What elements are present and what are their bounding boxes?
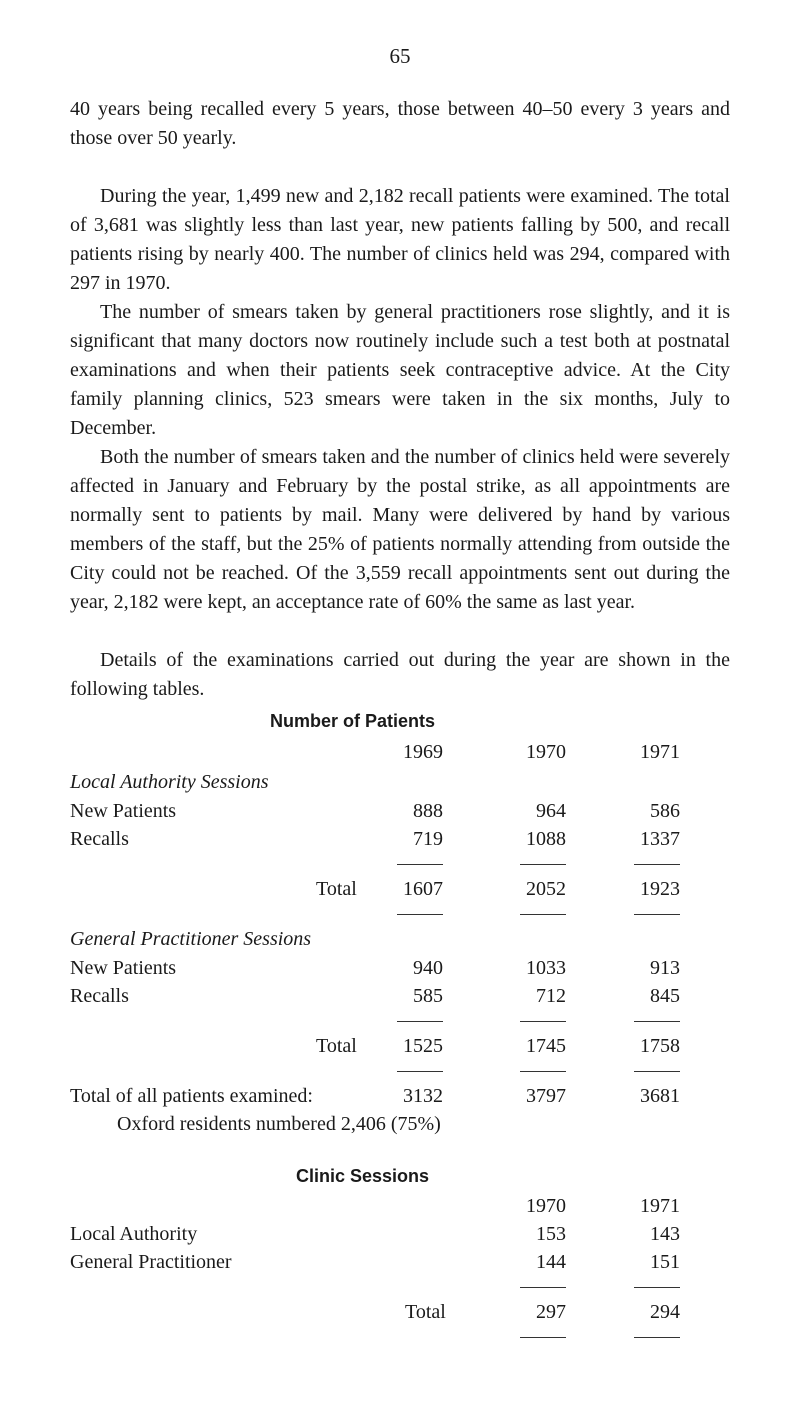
clinic-total-1971: 294 — [650, 1301, 680, 1323]
la-total-1969: 1607 — [403, 878, 443, 900]
clinic-gp-1970: 144 — [536, 1251, 566, 1273]
table-rule — [520, 1337, 566, 1338]
table-rule — [634, 1021, 680, 1022]
grand-total-1970: 3797 — [526, 1085, 566, 1107]
grand-total-1971: 3681 — [640, 1085, 680, 1107]
grand-total-label: Total of all patients examined: — [70, 1085, 313, 1107]
local-authority-heading: Local Authority Sessions — [70, 771, 269, 793]
table-rule — [634, 1071, 680, 1072]
la-total-1970: 2052 — [526, 878, 566, 900]
gp-total-label: Total — [316, 1035, 357, 1057]
clinic-la-1970: 153 — [536, 1223, 566, 1245]
la-new-patients-label: New Patients — [70, 800, 177, 822]
clinic-la-1971: 143 — [650, 1223, 680, 1245]
table-rule — [634, 914, 680, 915]
paragraph-1: 40 years being recalled every 5 years, those between 40–50 every 3 years and those over 50 yearly. — [70, 98, 730, 149]
clinic-table-title: Clinic Sessions — [296, 1166, 430, 1186]
la-recalls-label: Recalls — [70, 828, 129, 850]
page-number: 65 — [389, 44, 411, 68]
gp-new-1969: 940 — [413, 957, 443, 979]
paragraph-2: During the year, 1,499 new and 2,182 recall patients were examined. The total of 3,681 was slightly less than last year, new patients falling by 500, and recall patients rising by nearly 400. The number of clinics held was 294, compared with 297 in 1970. — [70, 185, 730, 294]
gp-new-patients-label: New Patients — [70, 957, 177, 979]
paragraph-3: The number of smears taken by general practitioners rose slightly, and it is significant that many doctors now routinely include such a test both at postnatal examinations and when their patients seek contraceptive advice. At the City family planning clinics, 523 smears were taken in the six months, July to December. — [70, 301, 730, 439]
table-rule — [634, 1287, 680, 1288]
paragraph-4: Both the number of smears taken and the number of clinics held were severely affected in January and February by the postal strike, as all appointments are normally sent to patients by mail. Many were delivered by hand by various members of the staff, but the 25% of patients normally attending from outside the City could not be reached. Of the 3,559 recall appointments sent out during the year, 2,182 were kept, an acceptance rate of 60% the same as last year. — [70, 446, 730, 613]
gp-recalls-label: Recalls — [70, 985, 129, 1007]
table-rule — [520, 1287, 566, 1288]
table-rule — [397, 1071, 443, 1072]
year-1970-header: 1970 — [526, 741, 566, 763]
gp-total-1970: 1745 — [526, 1035, 566, 1057]
gp-new-1970: 1033 — [526, 957, 566, 979]
gp-new-1971: 913 — [650, 957, 680, 979]
table-rule — [634, 1337, 680, 1338]
la-total-label: Total — [316, 878, 357, 900]
table-rule — [520, 864, 566, 865]
gp-recalls-1970: 712 — [536, 985, 566, 1007]
clinic-total-label: Total — [405, 1301, 446, 1323]
table-rule — [397, 1021, 443, 1022]
table-rule — [520, 914, 566, 915]
clinic-year-1971-header: 1971 — [640, 1195, 680, 1217]
clinic-gp-1971: 151 — [650, 1251, 680, 1273]
patients-table-title: Number of Patients — [270, 711, 436, 731]
clinic-year-1970-header: 1970 — [526, 1195, 566, 1217]
gp-recalls-1971: 845 — [650, 985, 680, 1007]
gp-total-1971: 1758 — [640, 1035, 680, 1057]
grand-total-1969: 3132 — [403, 1085, 443, 1107]
la-total-1971: 1923 — [640, 878, 680, 900]
gp-total-1969: 1525 — [403, 1035, 443, 1057]
la-recalls-1970: 1088 — [526, 828, 566, 850]
gp-recalls-1969: 585 — [413, 985, 443, 1007]
la-new-1971: 586 — [650, 800, 680, 822]
table-rule — [397, 864, 443, 865]
gp-sessions-heading: General Practitioner Sessions — [70, 928, 312, 950]
year-1969-header: 1969 — [403, 741, 443, 763]
clinic-gp-label: General Practitioner — [70, 1251, 232, 1273]
la-recalls-1969: 719 — [413, 828, 443, 850]
clinic-total-1970: 297 — [536, 1301, 566, 1323]
year-1971-header: 1971 — [640, 741, 680, 763]
table-rule — [634, 864, 680, 865]
paragraph-5: Details of the examinations carried out during the year are shown in the following tables. — [70, 649, 730, 700]
clinic-la-label: Local Authority — [70, 1223, 198, 1245]
table-rule — [520, 1071, 566, 1072]
table-rule — [397, 914, 443, 915]
la-recalls-1971: 1337 — [640, 828, 680, 850]
la-new-1969: 888 — [413, 800, 443, 822]
oxford-residents-note: Oxford residents numbered 2,406 (75%) — [117, 1113, 441, 1135]
table-rule — [520, 1021, 566, 1022]
la-new-1970: 964 — [536, 800, 566, 822]
